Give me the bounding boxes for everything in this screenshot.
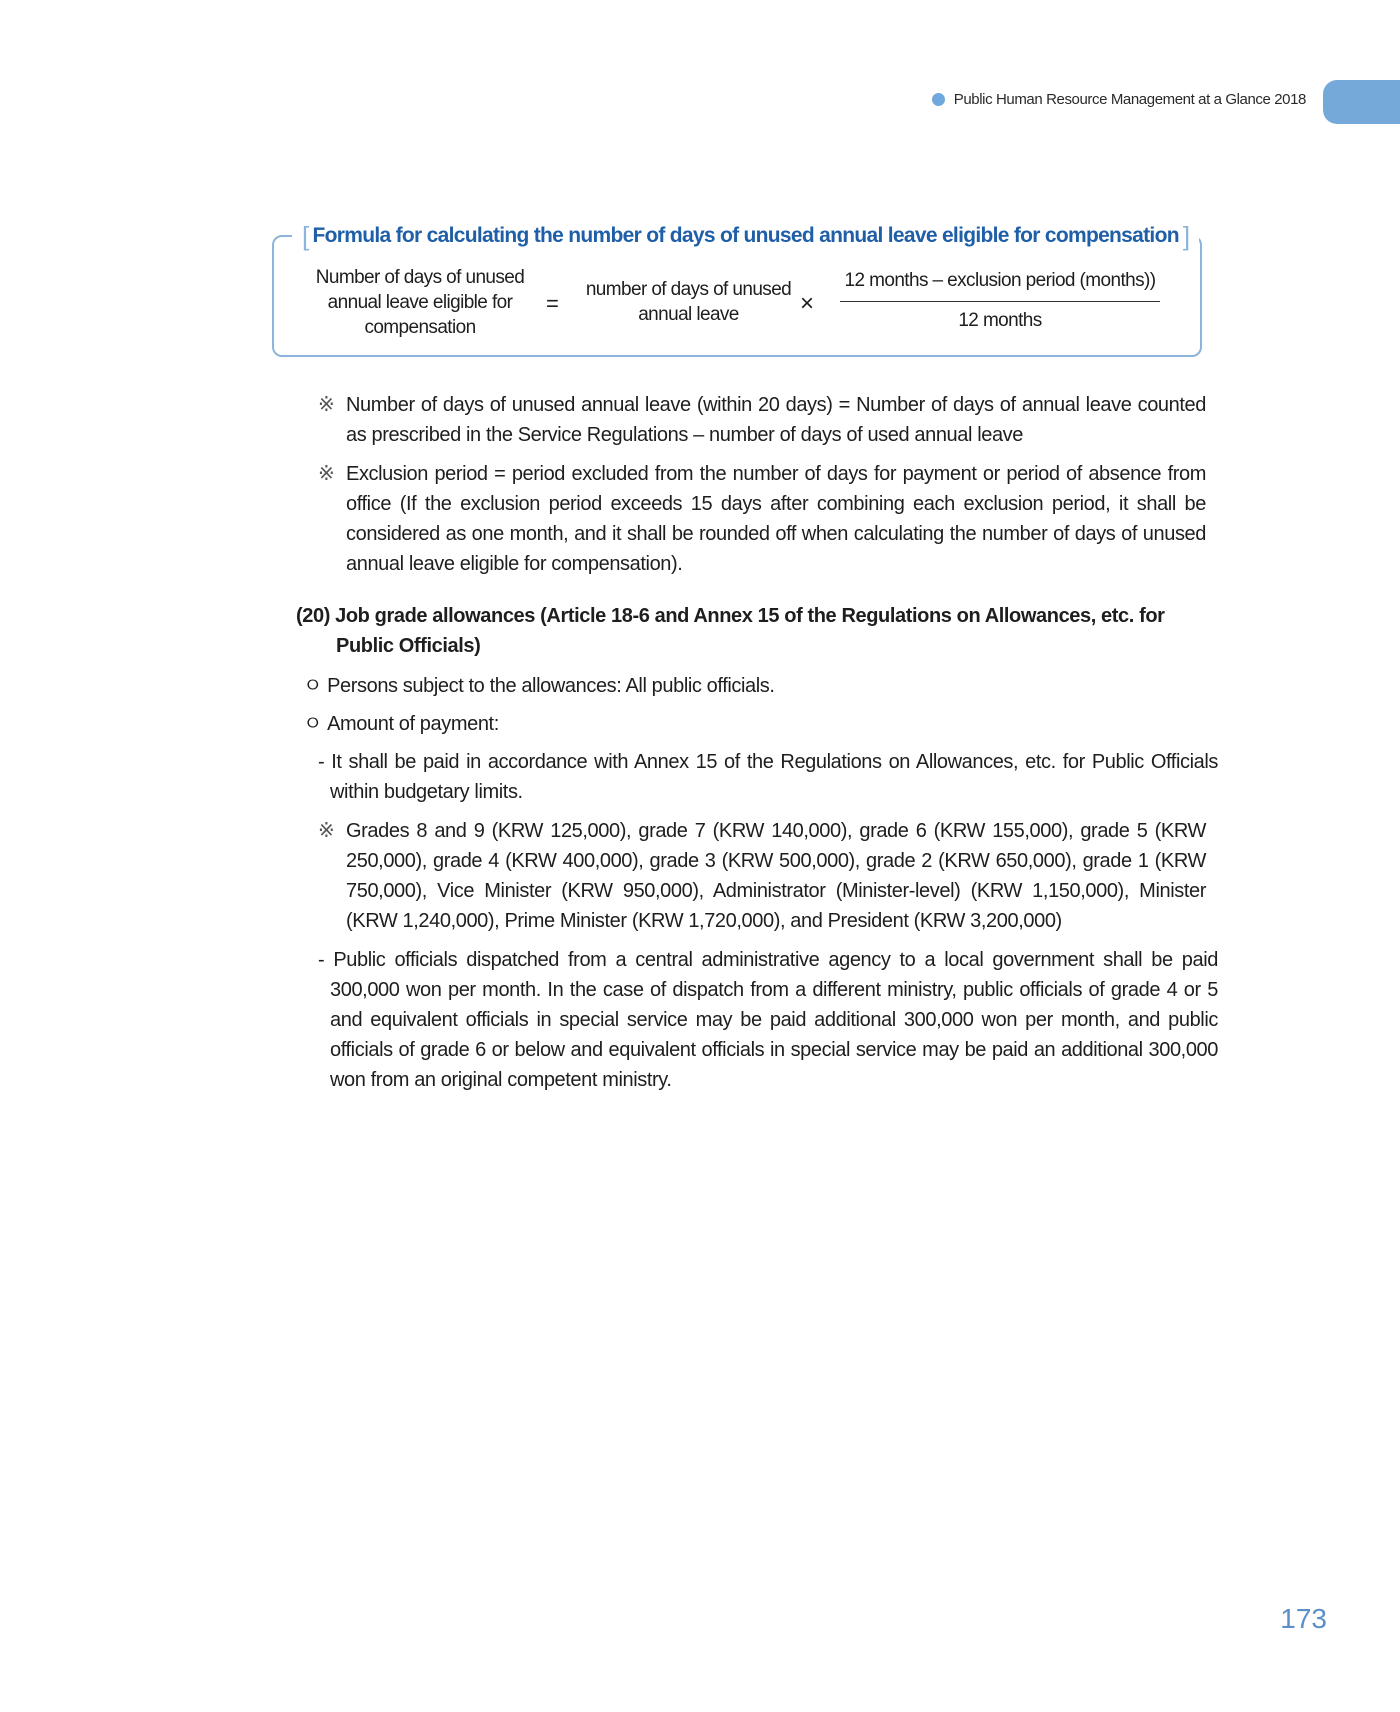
equals-sign: = <box>546 291 559 316</box>
formula-title <box>292 221 1199 251</box>
section-heading <box>296 601 1216 661</box>
running-header <box>932 91 1306 108</box>
formula-term-line: number of days of unused <box>585 279 792 300</box>
bullet-dot-icon <box>932 93 945 106</box>
fraction-bar <box>840 301 1160 302</box>
reference-mark-icon: ※ <box>318 463 335 485</box>
bracket-open-icon: [ <box>302 220 309 251</box>
note-exclusion-period <box>318 459 1206 579</box>
note-text: Exclusion period = period excluded from the number of days for payment or period of absence from office (If the exclusion period exceeds 15 days after combining each exclusion period, it shall be considered as one month, and it shall be rounded off when calculating the number of days of unused annual leave eligible for compensation). <box>346 463 1206 575</box>
bullet-persons-subject: ㅇ Persons subject to the allowances: All public officials. <box>303 675 775 697</box>
note-grade-amounts <box>318 816 1206 936</box>
note-text: Grades 8 and 9 (KRW 125,000), grade 7 (KRW 140,000), grade 6 (KRW 155,000), grade 5 (KRW 250,000), grade 4 (KRW 400,000), grade 3 (KRW 500,000), grade 2 (KRW 650,000), grade 1 (KRW 750,000), Vice Minister (KRW 950,000), Administrator (Minister-level) (KRW 1,150,000), Minister (KRW 1,240,000), Prime Minister (KRW 1,720,000), and President (KRW 3,200,000) <box>346 820 1206 932</box>
section-heading-text: Job grade allowances (Article 18-6 and Annex 15 of the Regulations on Allowances, etc. for Public Officials) <box>335 605 1165 657</box>
note-unused-leave <box>318 390 1206 450</box>
chapter-tab <box>1323 80 1400 124</box>
note-text: Number of days of unused annual leave (within 20 days) = Number of days of annual leave counted as prescribed in the Service Regulations – number of days of used annual leave <box>346 394 1206 446</box>
running-title: Public Human Resource Management at a Glance 2018 <box>953 91 1306 108</box>
times-sign: × <box>800 290 815 317</box>
section-number: (20) <box>296 605 330 627</box>
page-number: 173 <box>1280 1603 1327 1634</box>
formula-lhs-line: annual leave eligible for <box>327 292 513 313</box>
dash-annex-15: - It shall be paid in accordance with Annex 15 of the Regulations on Allowances, etc. for Public Officials within budgetary limits. <box>318 751 1218 803</box>
formula-title-text: Formula for calculating the number of days of unused annual leave eligible for compensation <box>312 224 1179 247</box>
bracket-close-icon: ] <box>1182 220 1190 251</box>
formula-lhs-line: Number of days of unused <box>315 267 525 288</box>
formula-lhs <box>302 265 538 340</box>
formula-lhs-line: compensation <box>364 317 476 338</box>
formula-numerator: 12 months – exclusion period (months)) <box>844 270 1156 291</box>
formula-term <box>580 277 797 327</box>
reference-mark-icon: ※ <box>318 820 335 842</box>
formula-term-line: annual leave <box>638 304 739 325</box>
formula-denominator: 12 months <box>958 310 1042 331</box>
dash-dispatched-officials: - Public officials dispatched from a central administrative agency to a local government shall be paid 300,000 won per month. In the case of dispatch from a different ministry, public officials of grade 4 or 5 and equivalent officials in special service may be paid additional 300,000 won per month, and public officials of grade 6 or below and equivalent officials in special service may be paid an additional 300,000 won from an original competent ministry. <box>318 949 1218 1091</box>
bullet-amount-of-payment: ㅇ Amount of payment: <box>303 713 499 735</box>
reference-mark-icon: ※ <box>318 394 335 416</box>
